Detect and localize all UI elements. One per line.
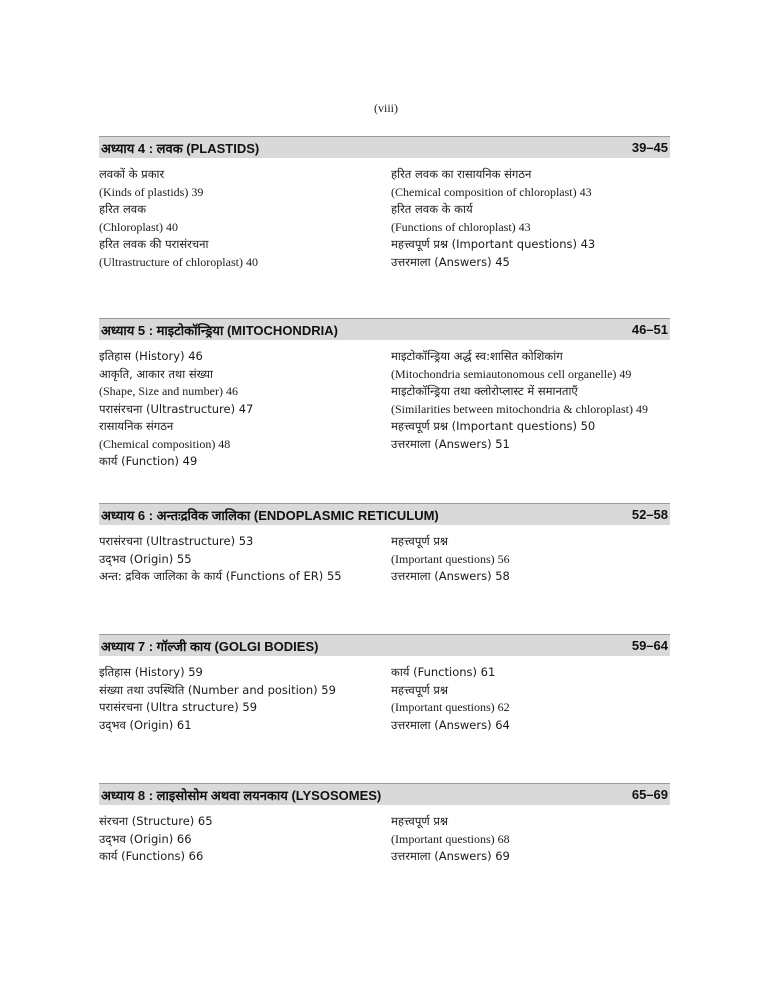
chapter-7	[99, 634, 670, 734]
toc-column-left	[99, 348, 391, 471]
chapter-page-range: 52–58	[631, 507, 668, 522]
chapter-title: अध्याय 5 : माइटोकॉन्ड्रिया (MITOCHONDRIA)	[101, 322, 338, 338]
toc-entry: उत्तरमाला (Answers) 64	[391, 717, 510, 732]
toc-column-left	[99, 664, 391, 734]
chapter-header	[99, 318, 670, 340]
toc-entry: इतिहास (History) 59	[99, 665, 203, 679]
toc-column-right	[391, 813, 670, 866]
toc-entry: उद्‌भव (Origin) 55	[99, 551, 192, 566]
toc-entry: (Similarities between mitochondria & chloroplast) 49	[391, 401, 648, 416]
chapter-page-range: 39–45	[631, 140, 668, 155]
chapter-title: अध्याय 4 : लवक (PLASTIDS)	[101, 140, 260, 156]
toc-column-right	[391, 348, 670, 471]
toc-entry: उत्तरमाला (Answers) 69	[391, 849, 510, 863]
page-folio: (viii)	[374, 101, 398, 115]
toc-entry: उत्तरमाला (Answers) 45	[391, 254, 510, 269]
toc-entry: (Kinds of plastids) 39	[99, 184, 204, 199]
chapter-header	[99, 783, 670, 805]
toc-entry: रासायनिक संगठन	[99, 419, 174, 433]
toc-entry: संख्या तथा उपस्थिति (Number and position) 59	[99, 682, 336, 697]
toc-entry: (Chloroplast) 40	[99, 219, 178, 234]
toc-entry: परासंरचना (Ultra structure) 59	[99, 700, 258, 714]
toc-entry: उत्तरमाला (Answers) 51	[391, 436, 510, 451]
toc-entry: कार्य (Function) 49	[99, 454, 198, 468]
chapter-header	[99, 503, 670, 525]
toc-entry: आकृति, आकार तथा संख्या	[99, 366, 214, 381]
toc-column-right	[391, 533, 670, 586]
toc-entry: माइटोकॉन्ड्रिया तथा क्लोरोप्लास्ट में समानताएँ	[391, 384, 578, 398]
toc-entry: हरित लवक का रासायनिक संगठन	[391, 167, 532, 181]
chapter-header	[99, 136, 670, 158]
toc-entry: कार्य (Functions) 66	[99, 849, 204, 863]
toc-entry: उद्‌भव (Origin) 61	[99, 717, 192, 732]
toc-entry: महत्त्वपूर्ण प्रश्न (Important questions) 43	[391, 237, 596, 251]
chapter-header	[99, 634, 670, 656]
toc-column-left	[99, 166, 391, 271]
toc-entry: (Ultrastructure of chloroplast) 40	[99, 254, 258, 269]
toc-column-right	[391, 664, 670, 734]
chapter-title: अध्याय 6 : अन्तःद्रविक जालिका (ENDOPLASMIC RETICULUM)	[101, 507, 439, 523]
toc-entry: (Shape, Size and number) 46	[99, 384, 238, 398]
chapter-4	[99, 136, 670, 271]
chapter-title: अध्याय 7 : गॉल्जी काय (GOLGI BODIES)	[101, 638, 319, 654]
chapter-page-range: 46–51	[631, 322, 668, 337]
toc-entry: परासंरचना (Ultrastructure) 47	[99, 401, 254, 416]
toc-entry: महत्त्वपूर्ण प्रश्न	[391, 814, 448, 828]
toc-entry: (Mitochondria semiautonomous cell organelle) 49	[391, 366, 632, 381]
toc-entry: महत्त्वपूर्ण प्रश्न	[391, 682, 448, 697]
toc-entry: (Chemical composition) 48	[99, 436, 231, 451]
toc-entry: माइटोकॉन्ड्रिया अर्द्ध स्व:शासित कोशिकांग	[391, 349, 563, 363]
chapter-6	[99, 503, 670, 586]
toc-entry: कार्य (Functions) 61	[391, 665, 496, 679]
toc-entry: संरचना (Structure) 65	[99, 814, 213, 828]
chapter-5	[99, 318, 670, 471]
toc-entry: हरित लवक के कार्य	[391, 202, 473, 216]
toc-column-left	[99, 813, 391, 866]
toc-entry: (Important questions) 68	[391, 831, 510, 846]
toc-entry: परासंरचना (Ultrastructure) 53	[99, 534, 254, 548]
chapter-title: अध्याय 8 : लाइसोसोम अथवा लयनकाय (LYSOSOMES)	[101, 787, 382, 803]
chapter-8	[99, 783, 670, 866]
toc-entry: महत्त्वपूर्ण प्रश्न	[391, 534, 448, 548]
toc-entry: हरित लवक	[99, 202, 147, 216]
toc-column-right	[391, 166, 670, 271]
chapter-page-range: 59–64	[631, 638, 668, 653]
toc-entry: उत्तरमाला (Answers) 58	[391, 569, 510, 583]
toc-column-left	[99, 533, 391, 586]
toc-entry: (Functions of chloroplast) 43	[391, 219, 531, 234]
toc-entry: लवकों के प्रकार	[99, 167, 165, 181]
toc-entry: उद्‌भव (Origin) 66	[99, 831, 192, 846]
chapter-page-range: 65–69	[631, 787, 668, 802]
toc-entry: महत्त्वपूर्ण प्रश्न (Important questions) 50	[391, 419, 596, 433]
toc-entry: इतिहास (History) 46	[99, 349, 203, 363]
toc-entry: (Chemical composition of chloroplast) 43	[391, 184, 592, 199]
toc-entry: हरित लवक की परासंरचना	[99, 237, 209, 251]
toc-entry: अन्त: द्रविक जालिका के कार्य (Functions of ER) 55	[99, 569, 342, 583]
toc-entry: (Important questions) 56	[391, 551, 510, 566]
toc-entry: (Important questions) 62	[391, 700, 510, 714]
